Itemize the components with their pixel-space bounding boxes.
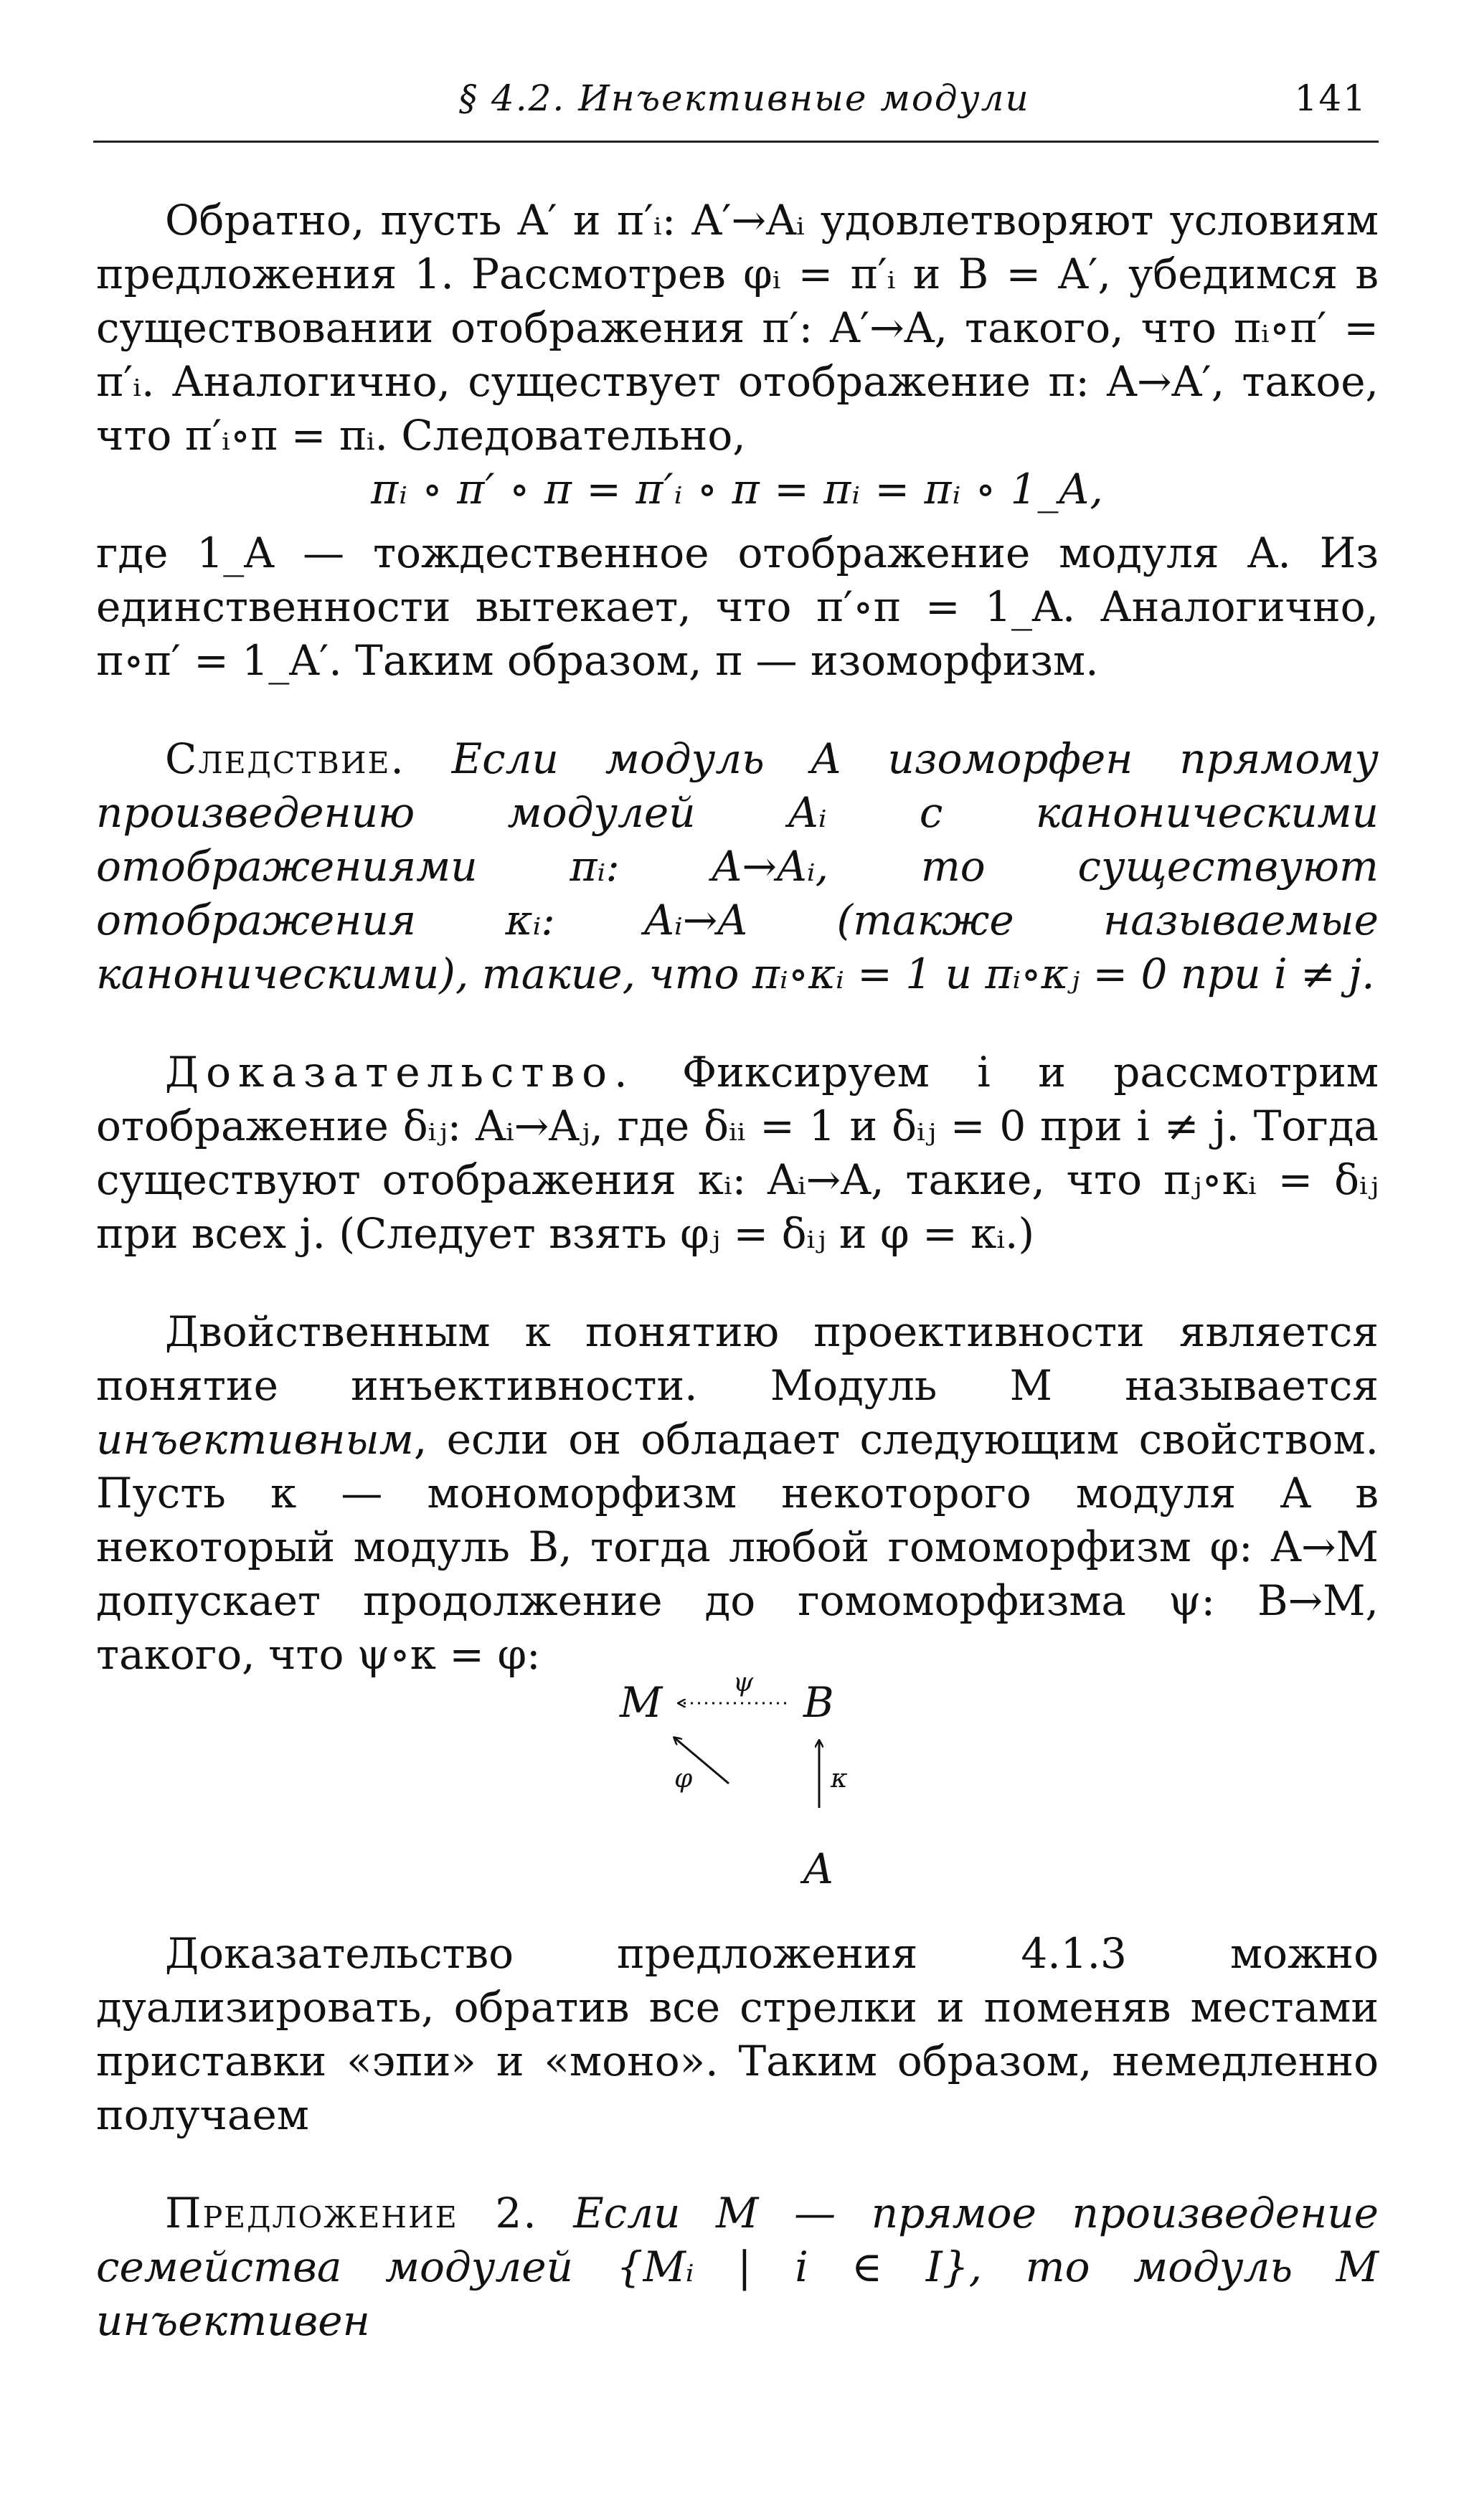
injectivity-text-end: , если он обладает следующим свойством. Пусть κ — мономорфизм некоторого модуля A в некоторый модуль B, тогда любой гомоморфизм φ: A→M допускает продолжение до гомоморфизма ψ: B→M, такого, что ψ∘κ = φ: (96, 1415, 1379, 1679)
injectivity-text-start: Двойственным к понятию проективности является понятие инъективности. Модуль M называется (96, 1307, 1379, 1410)
corollary (96, 732, 1379, 1001)
proposition (96, 2187, 1379, 2348)
proof-text: Фиксируем i и рассмотрим отображение δᵢⱼ: Aᵢ→Aⱼ, где δᵢᵢ = 1 и δᵢⱼ = 0 при i ≠ j. Тогда существуют отображения κᵢ: Aᵢ→A, такие, что πⱼ∘κᵢ = δᵢⱼ при всех j. (Следует взять φⱼ = δᵢⱼ и φ = κᵢ.) (96, 1048, 1379, 1258)
paragraph-injectivity (96, 1305, 1379, 1682)
proposition-text: Если M — прямое произведение семейства модулей {Mᵢ | i ∈ I}, то модуль M инъективен (96, 2189, 1379, 2345)
page-body (96, 194, 1379, 2348)
proposition-label: Предложение 2. (165, 2189, 538, 2237)
diagram-node-A: A (803, 1844, 833, 1893)
diagram-label-psi: ψ (733, 1668, 754, 1697)
diagram-node-M: M (620, 1678, 663, 1727)
injective-term: инъективным (96, 1415, 414, 1464)
proof (96, 1046, 1379, 1261)
display-formula: πᵢ ∘ π′ ∘ π = π′ᵢ ∘ π = πᵢ = πᵢ ∘ 1_A, (371, 465, 1104, 513)
running-title: § 4.2. Инъективные модули (459, 77, 1030, 119)
page-number: 141 (1294, 77, 1367, 119)
diagram-label-phi: φ (674, 1764, 693, 1794)
header-rule (93, 141, 1379, 143)
diagram-label-kappa: κ (831, 1764, 848, 1794)
corollary-label: Следствие. (165, 734, 405, 783)
page-header (93, 77, 1379, 142)
paragraph-identity: где 1_A — тождественное отображение модуля A. Из единственности вытекает, что π′∘π = 1_A. Аналогично, π∘π′ = 1_A′. Таким образом, π — изоморфизм. (96, 529, 1379, 685)
proof-label: Доказательство. (165, 1048, 635, 1096)
diagram-node-B: B (803, 1678, 834, 1727)
diagram-arrows (96, 1678, 1379, 1905)
corollary-text: Если модуль A изоморфен прямому произведению модулей Aᵢ с каноническими отображениями πᵢ: A→Aᵢ, то существуют отображения κᵢ: Aᵢ→A (также называемые каноническими), такие, что πᵢ∘κᵢ = 1 и πᵢ∘κⱼ = 0 при i ≠ j. (96, 734, 1379, 998)
paragraph-dualize: Доказательство предложения 4.1.3 можно дуализировать, обратив все стрелки и поменяв местами приставки «эпи» и «моно». Таким образом, немедленно получаем (96, 1929, 1379, 2139)
commutative-diagram (96, 1668, 1379, 1905)
paragraph-converse: Обратно, пусть A′ и π′ᵢ: A′→Aᵢ удовлетворяют условиям предложения 1. Рассмотрев φᵢ = π′ᵢ и B = A′, убедимся в существовании отображения π′: A′→A, такого, что πᵢ∘π′ = π′ᵢ. Аналогично, существует отображение π: A→A′, такое, что π′ᵢ∘π = πᵢ. Следовательно, (96, 196, 1379, 460)
